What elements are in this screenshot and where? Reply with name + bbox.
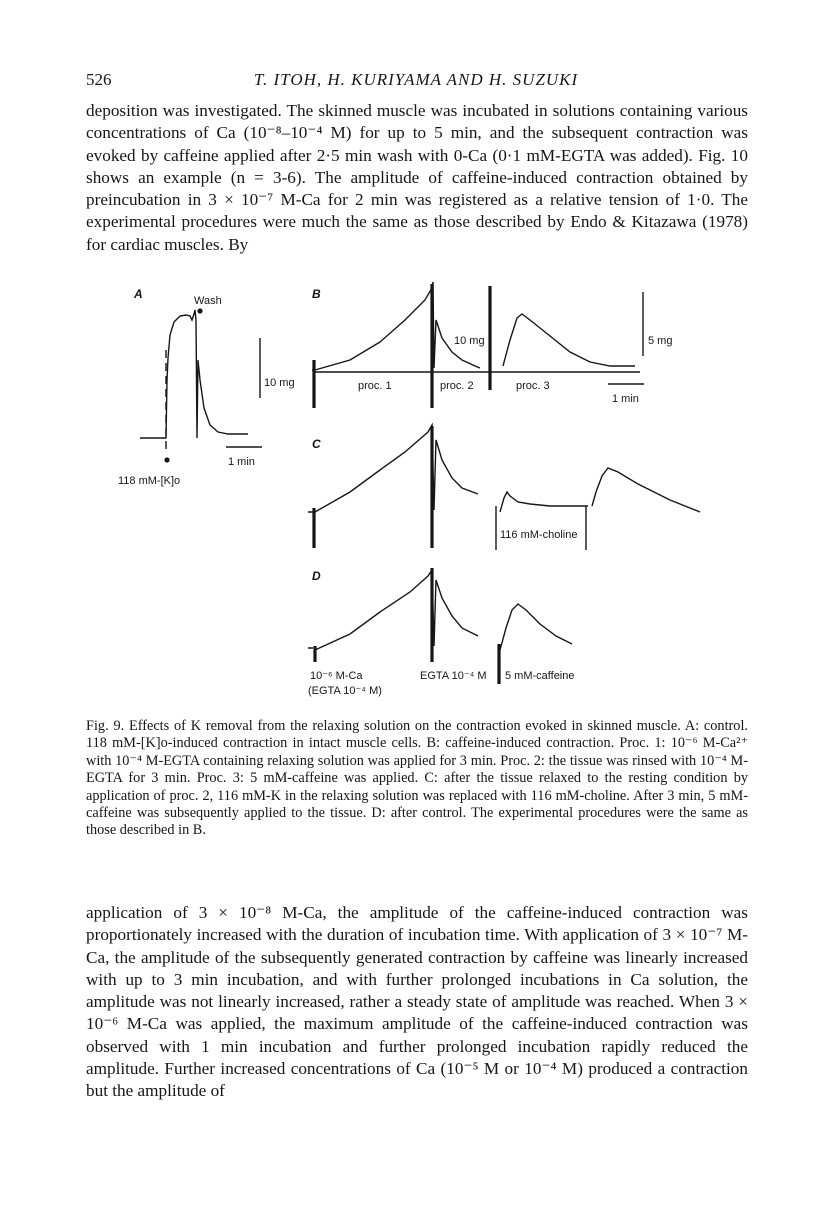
panel-b-tension-label: 10 mg bbox=[454, 335, 485, 347]
panel-b-time-label: 1 min bbox=[612, 393, 639, 405]
panel-b-tension-label-2: 5 mg bbox=[648, 335, 673, 347]
page-number: 526 bbox=[86, 70, 112, 89]
panel-d-caffeine-label: 5 mM-caffeine bbox=[505, 670, 575, 682]
panel-d-trace bbox=[308, 570, 572, 650]
panel-label-c: C bbox=[312, 437, 321, 451]
proc-2-label: proc. 2 bbox=[440, 380, 474, 392]
figure-caption: Fig. 9. Effects of K removal from the relaxing solution on the contraction evoked in skinned muscle. A: control. 118 mM-[K]o-induced contraction in intact muscle cells. B: caffeine-induced contraction. Proc. 1: 10⁻⁶ M-Ca²⁺ with 10⁻⁴ M-EGTA containing relaxing solution was applied for 3 min. Proc. 2: the tissue was rinsed with 10⁻⁴ M-EGTA for 3 min. Proc. 3: 5 mM-caffeine was applied. C: after the tissue relaxed to the resting condition by application of proc. 2, 116 mM-K in the relaxing solution was replaced with 116 mM-choline. After 3 min, 5 mM-caffeine was subsequently applied to the tissue. D: after control. The experimental procedures were the same as those described in B. bbox=[86, 718, 748, 839]
proc-1-label: proc. 1 bbox=[358, 380, 392, 392]
panel-a-stimulus-label: 118 mM-[K]o bbox=[118, 475, 181, 487]
body-paragraph-2: application of 3 × 10⁻⁸ M-Ca, the amplitude of the caffeine-induced contraction was proportionately increased with the duration of incubation time. With application of 3 × 10⁻⁷ M-Ca, the amplitude of the subsequently generated contraction by caffeine was linearly increased with up to 3 min incubation, and with further prolonged incubations in Ca solution, the amplitude was not linearly increased, rather a steady state of amplitude was reached. When 3 × 10⁻⁶ M-Ca was applied, the maximum amplitude of the caffeine-induced contraction was observed with 1 min incubation and further prolonged incubation rapidly reduced the amplitude. Further increased concentrations of Ca (10⁻⁵ M or 10⁻⁴ M) produced a contraction but the amplitude of bbox=[86, 903, 748, 1101]
panel-d-egta-paren-label: (EGTA 10⁻⁴ M) bbox=[308, 685, 382, 697]
panel-d-ca-label: 10⁻⁶ M-Ca bbox=[310, 670, 363, 682]
panel-label-a: A bbox=[134, 287, 143, 301]
body-paragraph-1: deposition was investigated. The skinned muscle was incubated in solutions containing various concentrations of Ca (10⁻⁸–10⁻⁴ M) for up to 5 min, and the subsequent contraction was evoked by caffeine applied after 2·5 min wash with 0-Ca (0·1 mM-EGTA was added). Fig. 10 shows an example (n = 3-6). The amplitude of caffeine-induced contraction obtained by preincubation in 3 × 10⁻⁷ M-Ca for 2 min was registered as a relative tension of 1·0. The experimental procedures were much the same as those described by Endo & Kitazawa (1978) for cardiac muscles. By bbox=[86, 101, 748, 254]
panel-label-b: B bbox=[312, 287, 321, 301]
panel-c-trace bbox=[308, 425, 700, 512]
panel-c-choline-label: 116 mM-choline bbox=[500, 529, 578, 541]
panel-d-egta-label: EGTA 10⁻⁴ M bbox=[420, 670, 487, 682]
panel-a-trace bbox=[140, 310, 248, 438]
panel-a-tension-label: 10 mg bbox=[264, 377, 295, 389]
figure-traces bbox=[110, 280, 710, 700]
wash-label: Wash bbox=[194, 295, 222, 307]
panel-b-trace bbox=[312, 282, 635, 370]
page-header bbox=[86, 70, 746, 94]
proc-3-label: proc. 3 bbox=[516, 380, 550, 392]
wash-marker bbox=[197, 308, 202, 313]
stimulus-marker bbox=[164, 457, 169, 462]
panel-label-d: D bbox=[312, 569, 321, 583]
panel-a-time-label: 1 min bbox=[228, 456, 255, 468]
figure-9 bbox=[110, 280, 710, 700]
running-title: T. ITOH, H. KURIYAMA AND H. SUZUKI bbox=[253, 70, 579, 89]
